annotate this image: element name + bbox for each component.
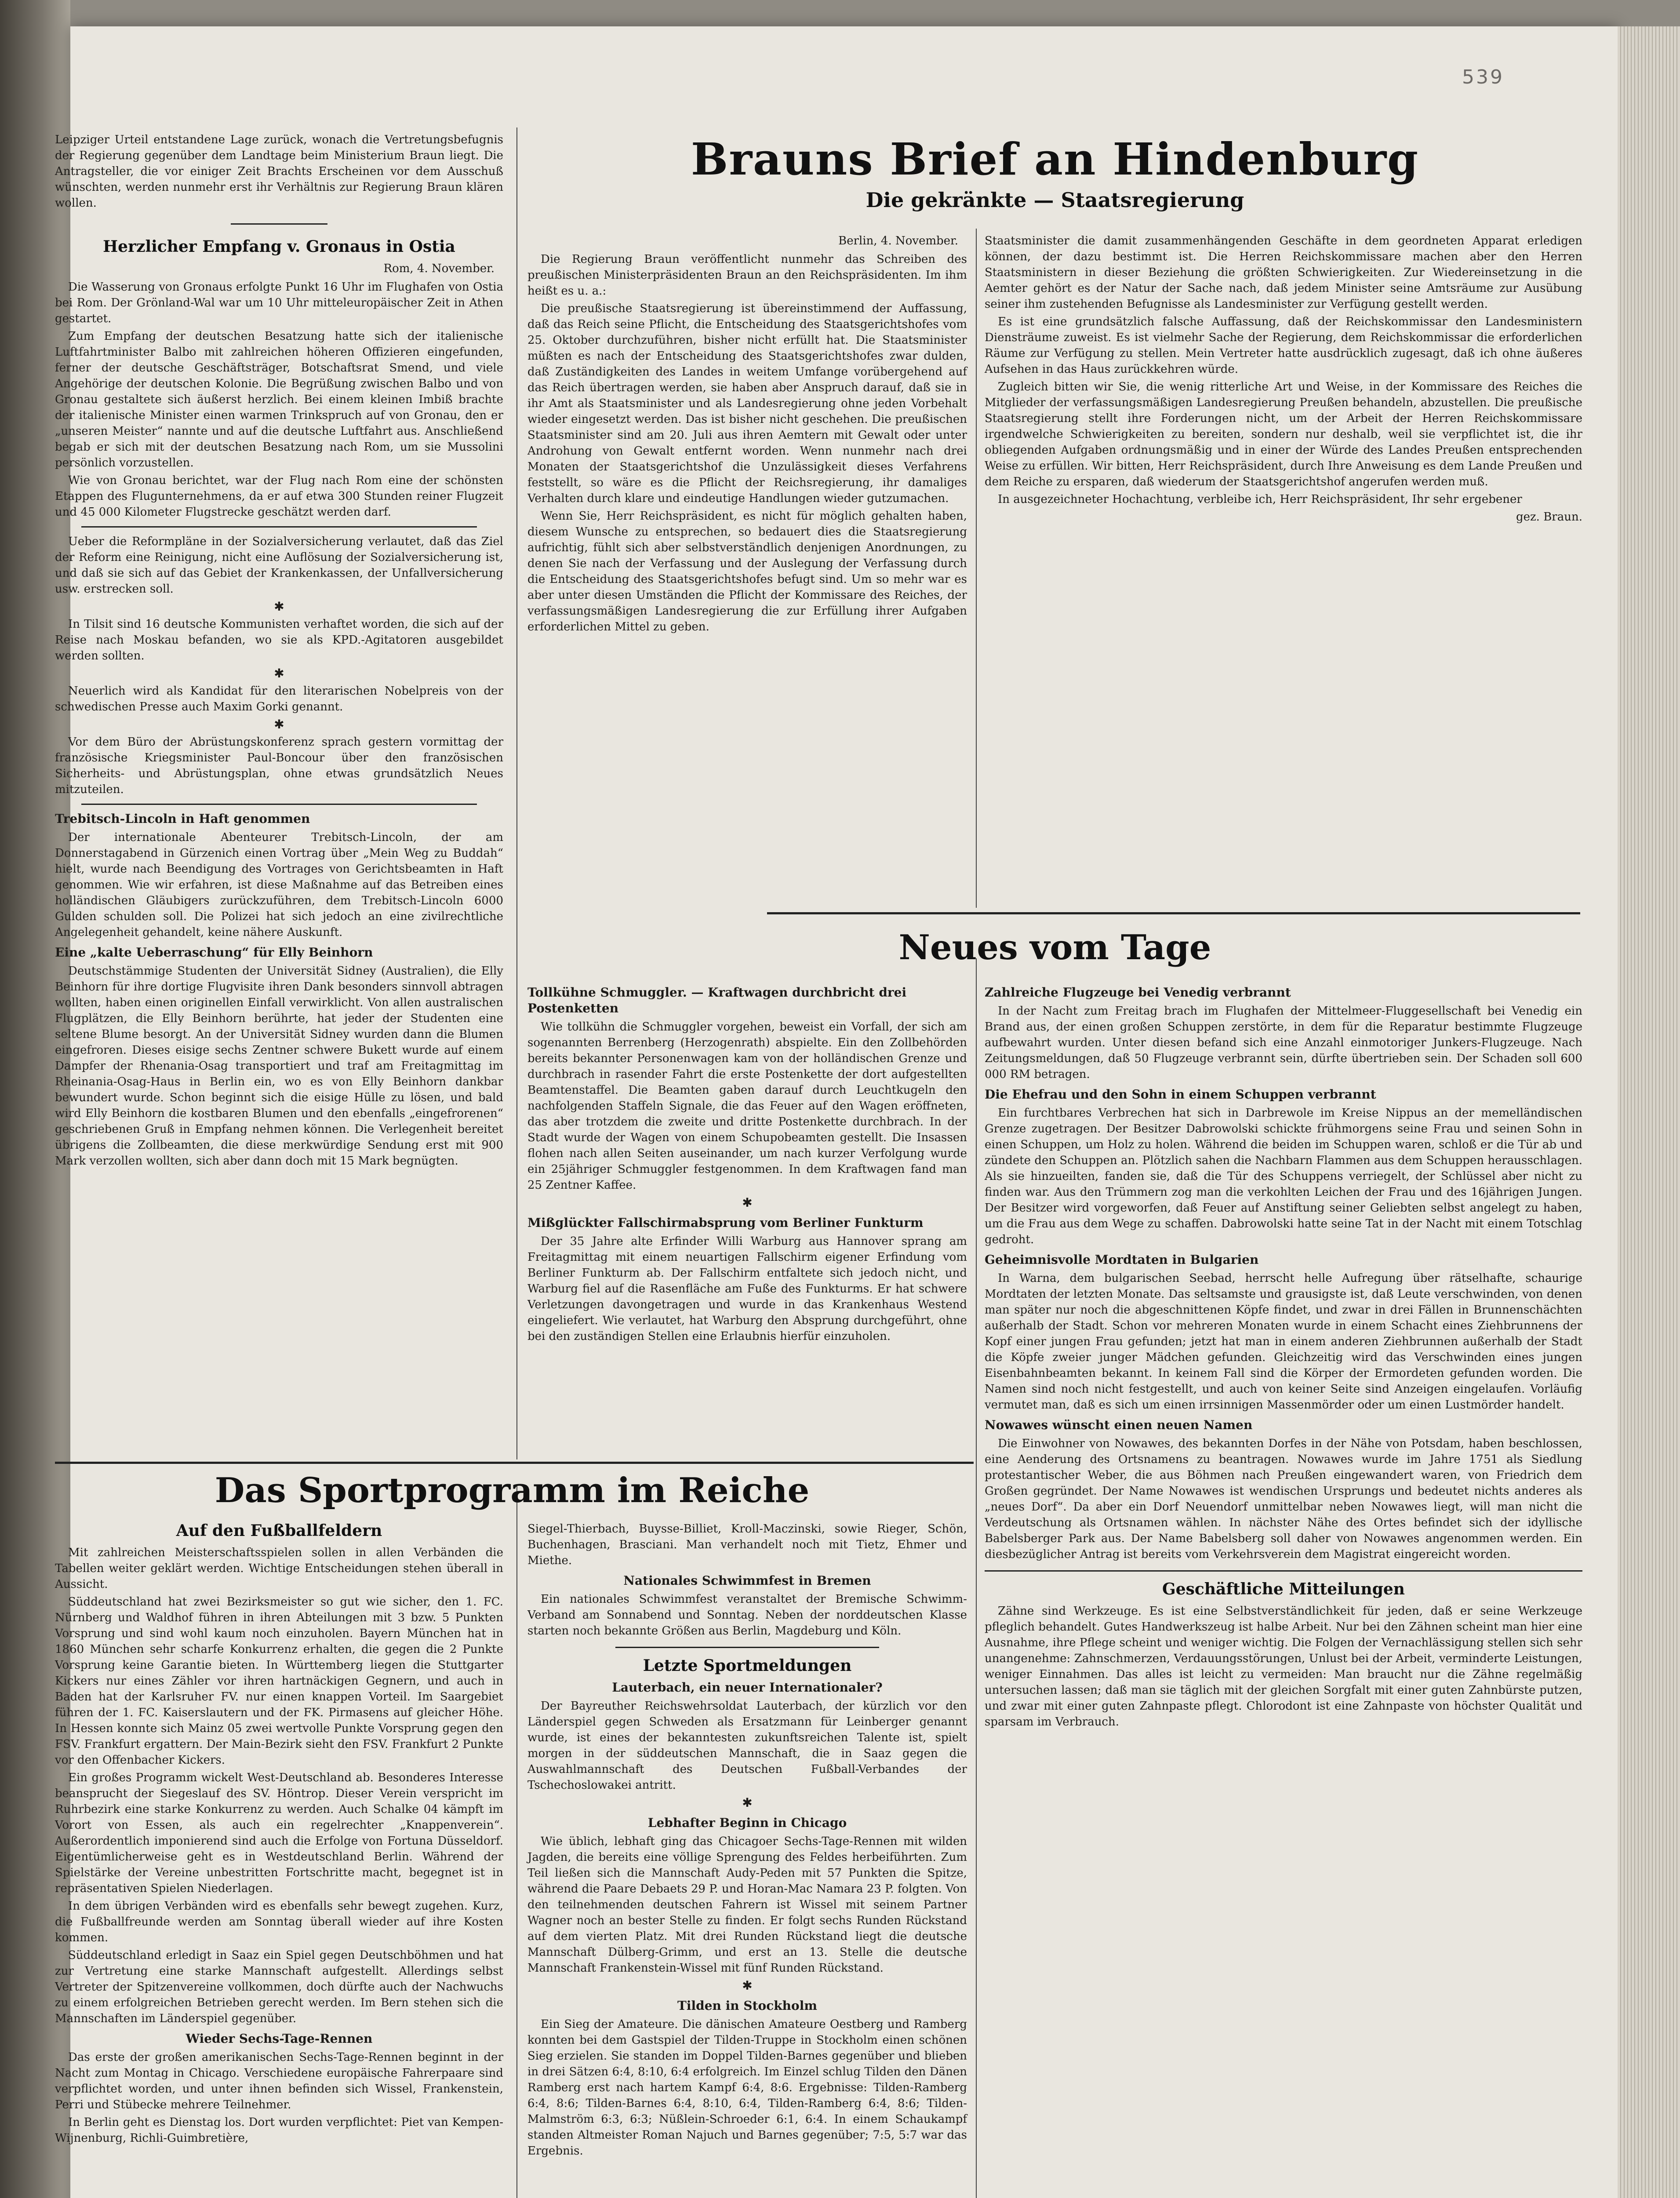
neues-item-title: Tollkühne Schmuggler. — Kraftwagen durchbricht drei Postenketten — [527, 985, 907, 1015]
star-separator: ✱ — [274, 666, 284, 681]
braun-paragraph: In ausgezeichneter Hochachtung, verbleibe ich, Herr Reichspräsident, Ihr sehr ergebener — [998, 493, 1522, 506]
short-note: Ueber die Reformpläne in der Sozialversicherung verlautet, daß das Ziel der Reform eine Reinigung, nicht eine Auflösung der Sozialversicherung ist, und daß sie sich auf das Gebiet der Krankenkassen, der Unfallversicherung usw. erstrecken soll. — [55, 535, 503, 596]
short-note: In Tilsit sind 16 deutsche Kommunisten verhaftet worden, die sich auf der Reise nach Moskau befanden, wo sie als KPD.-Agitatoren ausgebildet werden sollten. — [55, 618, 503, 662]
braun-paragraph: Die Regierung Braun veröffentlicht nunmehr das Schreiben des preußischen Ministerpräsidenten Braun an den Reichspräsidenten. Im ihm heißt es u. a.: — [527, 253, 967, 298]
braun-column-2 — [985, 233, 1582, 525]
tage-text: Das erste der großen amerikanischen Sechs-Tage-Rennen beginnt in der Nacht zum Montag in Chicago. Verschiedene europäische Fahrerpaare sind verpflichtet worden, und unter ihnen befinden sich Wissel, Frankenstein, Perri und Stübecke mehrere Teilnehmer. — [55, 2051, 503, 2111]
schwimm-text: Ein nationales Schwimmfest veranstaltet der Bremische Schwimm-Verband am Sonnabend und Sonntag. Neben der norddeutschen Klasse starten noch bekannte Größen aus Berlin, Magdeburg und Köln. — [527, 1593, 967, 1638]
intro-text: Leipziger Urteil entstandene Lage zurück, wonach die Vertretungsbefugnis der Regierung gegenüber dem Landtage beim Ministerium Braun liegt. Die Antragsteller, die vor einiger Zeit Brachts Erscheinen vor dem Ausschuß wünschten, werden nunmehr erst ihr Verhältnis zur Regierung Braun klären wollen. — [55, 133, 503, 210]
sport-paragraph: In dem übrigen Verbänden wird es ebenfalls sehr bewegt zugehen. Kurz, die Fußballfreunde werden am Sonntag überall wieder auf ihre Kosten kommen. — [55, 1900, 503, 1944]
sport-paragraph: Süddeutschland hat zwei Bezirksmeister so gut wie sicher, den 1. FC. Nürnberg und Waldhof führen in ihren Abteilungen mit 3 bzw. 5 Punkten Vorsprung und sind wohl kaum noch einzuholen. Bayern München hat in 1860 München sehr scharfe Konkurrenz erhalten, die gegen die 2 Punkte Vorsprung keine Garantie bieten. In Württemberg liegen die Stuttgarter Kickers nur eines Zähler vor ihren hartnäckigen Gegnern, und auch in Baden hat der Karlsruher FV. nur einen knappen Vorteil. Im Saargebiet führen der 1. FC. Kaiserslautern und der FK. Pirmasens auf gleicher Höhe. In Hessen konnte sich Mainz 05 zwei wertvolle Punkte Vorsprung gegen den FSV. Frankfurt ergattern. Der Main-Bezirk sieht den FSV. Frankfurt 2 Punkte vor den Offenbacher Kickers. — [55, 1595, 503, 1767]
schwimm-headline: Nationales Schwimmfest in Bremen — [623, 1573, 871, 1588]
braun-headline: Brauns Brief an Hindenburg — [691, 133, 1419, 185]
neues-item-title: Mißglückter Fallschirmabsprung vom Berliner Funkturm — [527, 1215, 924, 1230]
braun-paragraph: Wenn Sie, Herr Reichspräsident, es nicht für möglich gehalten haben, diesem Wunsche zu entsprechen, so bedauert dies die Staatsregierung aufrichtig, fühlt sich aber selbstverständlich denjenigen Anordnungen, zu denen Sie nach der Verfassung und der Auslegung der Verfassung durch die Entscheidung des Staatsgerichtshofes befugt sind. Um so mehr war es aber unter diesen Umständen die Pflicht der Kommissare des Reiches, der verfassungsmäßigen Landesregierung die zur Erfüllung ihrer Aufgaben erforderlichen Mittel zu geben. — [527, 509, 967, 633]
braun-subheadline: Die gekränkte — Staatsregierung — [865, 188, 1244, 212]
divider — [81, 804, 477, 805]
section-rule — [767, 912, 1580, 914]
letzte-item-title: Lebhafter Beginn in Chicago — [647, 1816, 847, 1830]
neues-item-text: In der Nacht zum Freitag brach im Flughafen der Mittelmeer-Fluggesellschaft bei Venedig ein Brand aus, der einen großen Schuppen zerstörte, in dem für die Reparatur bestimmte Flugzeuge aufbewahrt wurden. Unter diesen befand sich eine Anzahl einmotoriger Junkers-Flugzeuge. Nach Zeitungsmeldungen, daß 50 Flugzeuge verbrannt sein, dürfte übertrieben sein. Der Schaden soll 600 000 RM betragen. — [985, 1004, 1582, 1081]
sport-headline: Das Sportprogramm im Reiche — [215, 1470, 810, 1510]
sport-column-2 — [527, 1521, 967, 2161]
neues-item-title: Die Ehefrau und den Sohn in einem Schuppen verbrannt — [985, 1087, 1376, 1102]
letzte-item-text: Der Bayreuther Reichswehrsoldat Lauterbach, der kürzlich vor den Länderspiel gegen Schweden als Ersatzmann für Leinberger genannt wurde, ist eines der bekanntesten zukunftsreichen Talente ist, spielt morgen in der süddeutschen Mannschaft, die in Saaz gegen die Auswahlmannschaft des Deutschen Fußball-Verbandes der Tschechoslowakei antritt. — [527, 1699, 967, 1792]
letzte-item-title: Lauterbach, ein neuer Internationaler? — [612, 1680, 883, 1695]
divider — [231, 223, 327, 225]
braun-column-1 — [527, 233, 967, 637]
gronau-paragraph: Die Wasserung von Gronaus erfolgte Punkt 16 Uhr im Flughafen von Ostia bei Rom. Der Grönland-Wal war um 10 Uhr mitteleuropäischer Zeit in Athen gestartet. — [55, 280, 503, 325]
neues-item-text: Wie tollkühn die Schmuggler vorgehen, beweist ein Vorfall, der sich am sogenannten Berrenberg (Herzogenrath) abspielte. Ein den Zollbehörden bereits bekannter Personenwagen kam von der holländischen Grenze und durchbrach in rasender Fahrt die erste Postenkette der dort aufgestellten Beamtenstaffel. Die Beamten gaben darauf durch Leuchtkugeln den nachfolgenden Staffeln Signale, die das Feuer auf den Wagen eröffneten, das aber trotzdem die zweite und dritte Postenkette durchbrach. In der Stadt wurde der Wagen von einem Schupobeamten gestellt. Die Insassen flohen nach allen Seiten auseinander, um nach kurzer Verfolgung wurde ein 25jähriger Schmuggler festgenommen. In dem Kraftwagen fand man 25 Zentner Kaffee. — [527, 1020, 967, 1192]
neues-item-text: Die Einwohner von Nowawes, des bekannten Dorfes in der Nähe von Potsdam, haben beschlossen, eine Aenderung des Ortsnamens zu beantragen. Nowawes wurde im Jahre 1751 als Siedlung protestantischer Weber, die aus Böhmen nach Preußen eingewandert waren, von Friedrich dem Großen gegründet. Der Name Nowawes ist wendischen Ursprungs und bedeutet nichts anderes als „neues Dorf“. Da aber ein Dorf Neuendorf unmittelbar neben Nowawes liegt, will man nicht die Verdeutschung als Ortsnamen wählen. In nächster Nähe des Ortes befindet sich der idyllische Babelsberger Park aus. Der Name Babelsberg soll daher von Nowawes angenommen werden. Ein diesbezüglicher Antrag ist bereits vom Verkehrsverein dem Magistrat eingereicht worden. — [985, 1437, 1582, 1561]
letzte-item-text: Wie üblich, lebhaft ging das Chicagoer Sechs-Tage-Rennen mit wilden Jagden, die bereits eine völlige Sprengung des Feldes herbeiführten. Zum Teil ließen sich die Mannschaft Audy-Peden mit 57 Punkten die Spitze, während die Paare Debaets 29 P. und Horan-Mac Namara 23 P. folgten. Von den teilnehmenden deutschen Fahrern ist Wissel mit seinem Partner Wagner noch an bester Stelle zu finden. Er folgt sechs Runden Rückstand auf dem vierten Platz. Mit drei Runden Rückstand liegt die deutsche Mannschaft Dülberg-Grimm, und erst an 13. Stelle die deutsche Mannschaft Frankenstein-Wissel mit fünf Runden Rückstand. — [527, 1835, 967, 1975]
short-note: Vor dem Büro der Abrüstungskonferenz sprach gestern vormittag der französische Kriegsminister Paul-Boncour über den französischen Sicherheits- und Abrüstungsplan, ohne etwas grundsätzlich Neues mitzuteilen. — [55, 735, 503, 796]
gronau-paragraph: Zum Empfang der deutschen Besatzung hatte sich der italienische Luftfahrtminister Balbo mit zahlreichen höheren Offizieren eingefunden, ferner der deutsche Geschäftsträger, Botschaftsrat Smend, und viele Angehörige der deutschen Kolonie. Die Begrüßung zwischen Balbo und von Gronau gestaltete sich äußerst herzlich. Bei einem kleinen Imbiß brachte der italienische Minister einen warmen Trinkspruch auf von Gronau, den er „unseren Meister“ nannte und auf die deutsche Luftfahrt aus. Anschließend begab er sich mit der deutschen Besatzung nach Rom, um sie Mussolini persönlich vorzustellen. — [55, 330, 503, 469]
left-column — [55, 132, 503, 1171]
neues-column-1 — [527, 980, 967, 1346]
neues-item-text: In Warna, dem bulgarischen Seebad, herrscht helle Aufregung über rätselhafte, schaurige Mordtaten der letzten Monate. Das seltsamste und grausigste ist, daß Leute verschwinden, von denen man später nur noch die abgeschnittenen Köpfe findet, und zwar in drei Fällen in Brunnenschächten außerhalb der Stadt. Schon vor mehreren Monaten wurde in einem Schacht eines Ziehbrunnens der Kopf einer jungen Frau gefunden; jetzt hat man in einem anderen Ziehbrunnen außerhalb der Stadt die Köpfe zweier junger Mädchen gefunden. Gleichzeitig wird das Verschwinden eines jungen Eisenbahnbeamten bekannt. In keinem Fall sind die Körper der Ermordeten gefunden worden. Die Namen sind noch nicht festgestellt, und auch von keiner Seite sind Anzeigen eingelaufen. Vorläufig vermutet man, daß es sich um einen irrsinnigen Massenmörder oder um einen Lustmörder handelt. — [985, 1272, 1582, 1412]
sport-header — [55, 1470, 969, 1511]
braun-paragraph: Staatsminister die damit zusammenhängenden Geschäfte in dem geordneten Apparat erledigen können, der dazu bestimmt ist. Die Herren Reichskommissare machen aber den Herren Staatsministern in dieser Beziehung die größten Schwierigkeiten. Zur Wiedereinsetzung in die Aemter gehört es der Natur der Sache nach, daß jedem Minister seine Amtsräume zur Ausübung seiner ihm zustehenden Befugnisse als Landesminister zur Verfügung gestellt werden. — [985, 234, 1582, 311]
braun-signature: gez. Braun. — [1516, 510, 1582, 524]
elly-text: Deutschstämmige Studenten der Universität Sidney (Australien), die Elly Beinhorn für ihre dortige Flugvisite ihren Dank besonders sinnvoll abtragen wollten, haben einen originellen Einfall verwirklicht. Von allen australischen Flugplätzen, die Elly Beinhorn berührte, hat jeder der Studenten eine seltene Blume besorgt. An der Universität Sidney wurden dann die Blumen eingefroren. Dieses eisige sechs Zentner schwere Bukett wurde auf einem Dampfer der Rhenania-Osag transportiert und traf am Freitagmittag im Rheinania-Osag-Haus in Berlin ein, wo es von Elly Beinhorn dankbar bewundert wurde. Schon beginnt sich die eisige Hülle zu lösen, und bald wird Elly Beinhorn die kostbaren Blumen und den ebenfalls „eingefrorenen“ geschriebenen Gruß in Empfang nehmen können. Die Verlegenheit bereitet übrigens die Zollbeamten, die diese merkwürdige Sendung erst mit 900 Mark verzollen wollten, sich aber dann doch mit 15 Mark begnügten. — [55, 964, 503, 1168]
neues-item-title: Nowawes wünscht einen neuen Namen — [985, 1418, 1253, 1432]
geschaeft-headline: Geschäftliche Mitteilungen — [1162, 1580, 1405, 1598]
gronau-dateline: Rom, 4. November. — [383, 262, 495, 275]
braun-paragraph: Die preußische Staatsregierung ist übereinstimmend der Auffassung, daß das Reich seine Pflicht, die Entscheidung des Staatsgerichtshofes vom 25. Oktober durchzuführen, bisher nicht erfüllt hat. Die Staatsminister müßten es nach der Entscheidung des Staatsgerichtshofes zwar dulden, daß Zuständigkeiten des Landes in weitem Umfange vorübergehend auf das Reich übertragen werden, sie haben aber Anspruch darauf, daß sie in ihr Amt als Staatsminister und als Landesregierung ohne jeden Vorbehalt wieder eingesetzt werden. Das ist bisher nicht geschehen. Die preußischen Staatsminister sind am 20. Juli aus ihren Aemtern mit Gewalt oder unter Androhung von Gewalt entfernt worden. Wenn nunmehr nach drei Monaten der Staatsgerichtshof die Unzulässigkeit dieses Verfahrens feststellt, so wäre es die Pflicht der Reichsregierung, ihr damaliges Verhalten durch klare und eindeutige Handlungen wieder gutzumachen. — [527, 302, 967, 505]
sport-column-1 — [55, 1521, 503, 2148]
page-stack-edge — [1618, 26, 1680, 2198]
neues-item-text: Ein furchtbares Verbrechen hat sich in Darbrewole im Kreise Nippus an der memelländischen Grenze zugetragen. Der Besitzer Dabrowolski schickte frühmorgens seine Frau und seinen Sohn in einen Schuppen, um Holz zu holen. Während die beiden im Schuppen waren, schloß er die Tür ab und zündete den Schuppen an. Plötzlich sahen die Nachbarn Flammen aus dem Schuppen herausschlagen. Als sie hinzueilten, fanden sie, daß die Tür des Schuppens verriegelt, der Schlüssel aber nicht zu finden war. Aus den Trümmern zog man die verkohlten Leichen der Frau und des 16jährigen Jungen. Der Besitzer wird vorgeworfen, daß Feuer auf Anstiftung seiner Geliebten selbst angelegt zu haben, um die Frau aus dem Wege zu schaffen. Dabrowolski hatte seine Tat in der Nacht mit einem Totschlag gedroht. — [985, 1106, 1582, 1246]
letzte-item-text: Ein Sieg der Amateure. Die dänischen Amateure Oestberg und Ramberg konnten bei dem Gastspiel der Tilden-Truppe in Stockholm einen schönen Sieg erzielen. Sie standen im Doppel Tilden-Barnes gegenüber und blieben in drei Sätzen 6:4, 8:10, 6:4 erfolgreich. Im Einzel schlug Tilden den Dänen Ramberg erst nach hartem Kampf 6:4, 8:6. Ergebnisse: Tilden-Ramberg 6:4, 8:6; Tilden-Barnes 6:4, 8:10, 6:4, Tilden-Ramberg 6:4, 8:6; Tilden-Malmström 6:3, 6:3; Nüßlein-Schroeder 6:1, 6:4. In einem Schaukampf standen Altmeister Roman Najuch und Barnes gegenüber; 7:5, 5:7 war das Ergebnis. — [527, 2018, 967, 2158]
column-rule — [516, 127, 517, 1459]
sport-paragraph: Siegel-Thierbach, Buysse-Billiet, Kroll-Maczinski, sowie Rieger, Schön, Buchenhagen, Brasciani. Man verhandelt noch mit Tietz, Ehmer und Miethe. — [527, 1522, 967, 1567]
star-separator: ✱ — [742, 1978, 753, 1993]
column-rule — [976, 229, 977, 908]
column-rule — [516, 1486, 517, 2198]
gronau-headline: Herzlicher Empfang v. Gronaus in Ostia — [103, 237, 455, 256]
neues-column-2 — [985, 980, 1582, 1732]
braun-paragraph: Es ist eine grundsätzlich falsche Auffassung, daß der Reichskommissar den Landesministern Diensträume zuweist. Es ist vielmehr Sache der Regierung, dem Reichskommissar die erforderlichen Räume zur Verfügung zu stellen. Mein Vertreter hatte ausdrücklich zugesagt, daß ich ohne äußeres Aufsehen in das Haus zurückkehren würde. — [985, 315, 1582, 376]
star-separator: ✱ — [742, 1795, 753, 1810]
neues-headline: Neues vom Tage — [898, 928, 1211, 968]
sport-paragraph: Süddeutschland erledigt in Saaz ein Spiel gegen Deutschböhmen und hat zur Vertretung eine starke Mannschaft aufgestellt. Allerdings selbst Vertreter der Spitzenvereine vollkommen, doch dürfte auch der Nachwuchs zu einem erfolgreichen Betrieben gerecht werden. Im Bern stehen sich die Mannschaften im Länderspiel gegenüber. — [55, 1949, 503, 2025]
neues-item-text: Der 35 Jahre alte Erfinder Willi Warburg aus Hannover sprang am Freitagmittag mit einem neuartigen Fallschirm eigener Erfindung vom Berliner Funkturm ab. Der Fallschirm entfaltete sich jedoch nicht, und Warburg fiel auf die Rasenfläche am Fuße des Funkturms. Er hat schwere Verletzungen davongetragen und wurde in das Krankenhaus Westend eingeliefert. Wie verlautet, hat Warburg den Absprung durchgeführt, ohne bei den zuständigen Stellen eine Erlaubnis hierfür einzuholen. — [527, 1235, 967, 1343]
neues-header — [527, 928, 1582, 968]
braun-paragraph: Zugleich bitten wir Sie, die wenig ritterliche Art und Weise, in der Kommissare des Reiches die Mitglieder der verfassungsmäßigen Landesregierung Preußen behandeln, abzustellen. Die preußische Staatsregierung stellt ihre Forderungen nicht, um der Arbeit der Herren Reichskommissare irgendwelche Schwierigkeiten zu bereiten, sondern nur deshalb, weil sie verpflichtet ist, die ihr obliegenden Aufgaben ordnungsmäßig und in einer der Würde des Landes Preußen entsprechenden Weise zu erfüllen. Wir bitten, Herr Reichspräsident, durch Ihre Anweisung es dem Lande Preußen und dem Reiche zu ersparen, daß wiederum der Staatsgerichtshof angerufen werden muß. — [985, 380, 1582, 488]
trebitsch-headline: Trebitsch-Lincoln in Haft genommen — [55, 812, 310, 826]
star-separator: ✱ — [274, 717, 284, 731]
letzte-headline: Letzte Sportmeldungen — [643, 1656, 852, 1675]
braun-dateline: Berlin, 4. November. — [838, 234, 958, 247]
geschaeft-text: Zähne sind Werkzeuge. Es ist eine Selbstverständlichkeit für jeden, daß er seine Werkzeuge pfleglich behandelt. Gutes Handwerkszeug ist halbe Arbeit. Nur bei den Zähnen scheint man hier eine Ausnahme, ihre Pflege scheint und weniger wichtig. Die Folgen der Vernachlässigung stellen sich sehr unangenehme: Zahnschmerzen, Verdauungsstörungen, Unlust bei der Arbeit, verminderte Leistungen, weniger Einnahmen. Das alles ist leicht zu vermeiden: Man braucht nur die Zähne regelmäßig untersuchen lassen; daß man sie täglich mit der gleichen Sorgfalt mit einer guten Zahnbürste putzen, und zwar mit einer guten Zahnpaste pflegt. Chlorodont ist eine Zahnpaste von höchster Qualität und sparsam im Verbrauch. — [985, 1605, 1582, 1729]
tage-text: In Berlin geht es Dienstag los. Dort wurden verpflichtet: Piet van Kempen-Wijnenburg, Richli-Guimbretière, — [55, 2116, 503, 2145]
trebitsch-text: Der internationale Abenteurer Trebitsch-Lincoln, der am Donnerstagabend in Gürzenich einen Vortrag über „Mein Weg zu Buddah“ hielt, wurde nach Beendigung des Vortrages von Gerichtsbeamten in Haft genommen. Wie wir erfahren, ist diese Maßnahme auf das Betreiben eines holländischen Gläubigers zurückzuführen, dem Trebitsch-Lincoln 6000 Gulden schulden soll. Die Polizei hat sich jedoch an eine zivilrechtliche Angelegenheit gehandelt, keine nähere Auskunft. — [55, 831, 503, 939]
neues-item-title: Zahlreiche Flugzeuge bei Venedig verbrannt — [985, 985, 1291, 1000]
braun-article — [527, 127, 1582, 216]
column-rule — [976, 958, 977, 2198]
gronau-paragraph: Wie von Gronau berichtet, war der Flug nach Rom eine der schönsten Etappen des Flugunternehmens, da er auf etwa 300 Stunden reiner Flugzeit und 45 000 Kilometer Flugstrecke geschätzt werden darf. — [55, 474, 503, 519]
divider — [985, 1570, 1582, 1572]
elly-headline: Eine „kalte Ueberraschung“ für Elly Beinhorn — [55, 945, 373, 960]
sport-paragraph: Ein großes Programm wickelt West-Deutschland ab. Besonderes Interesse beansprucht der Siegeslauf des SV. Höntrop. Dieser Verein verspricht im Ruhrbezirk eine starke Konkurrenz zu werden. Auch Schalke 04 kämpft im Vorort von Essen, als auch ein regelrechter „Knappenverein“. Außerordentlich imponierend sind auch die Erfolge von Fortuna Düsseldorf. Eigentümlicherweise geht es in Westdeutschland Berlin. Während der Spielstärke der Vereine unbestritten Fortschritte macht, begegnet ist in repräsentativen Spielen Niederlagen. — [55, 1771, 503, 1895]
neues-item-title: Geheimnisvolle Mordtaten in Bulgarien — [985, 1252, 1259, 1267]
fussball-headline: Auf den Fußballfeldern — [176, 1521, 382, 1540]
page-number: 539 — [1462, 66, 1504, 88]
tage-headline: Wieder Sechs-Tage-Rennen — [185, 2031, 373, 2046]
star-separator: ✱ — [742, 1195, 753, 1210]
divider — [81, 526, 477, 528]
divider — [615, 1647, 879, 1648]
section-rule — [55, 1462, 974, 1464]
short-note: Neuerlich wird als Kandidat für den literarischen Nobelpreis von der schwedischen Presse auch Maxim Gorki genannt. — [55, 684, 503, 713]
star-separator: ✱ — [274, 599, 284, 614]
letzte-item-title: Tilden in Stockholm — [677, 1998, 817, 2013]
sport-paragraph: Mit zahlreichen Meisterschaftsspielen sollen in allen Verbänden die Tabellen weiter geklärt werden. Wichtige Entscheidungen stehen überall in Aussicht. — [55, 1546, 503, 1591]
